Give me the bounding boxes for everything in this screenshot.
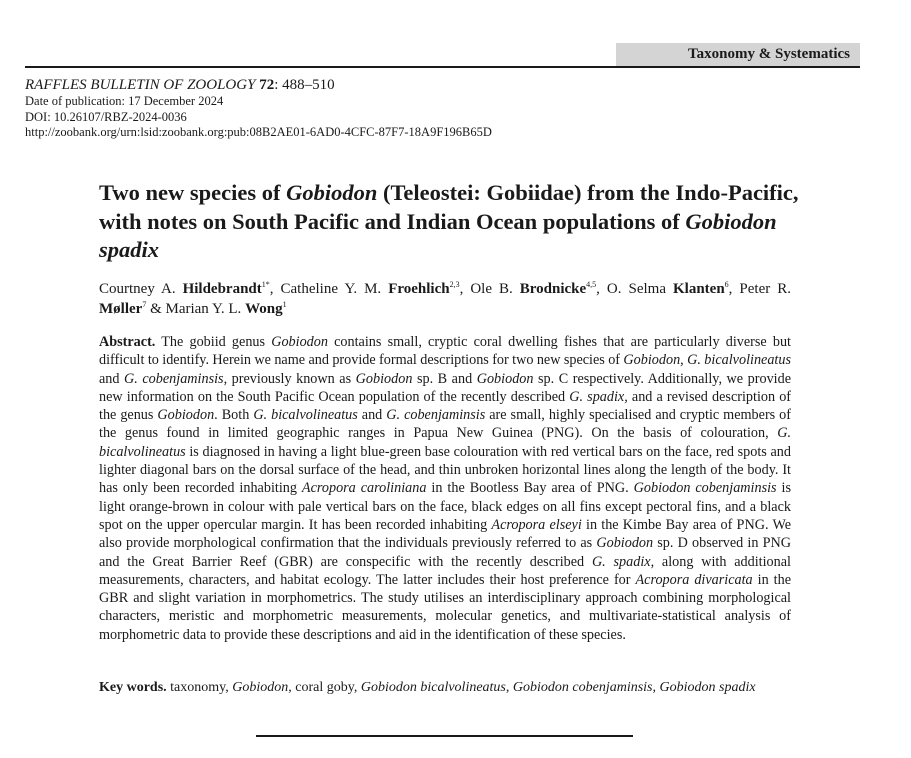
italic-term: Gobiodon	[157, 407, 215, 424]
text-segment: , coral goby,	[288, 680, 361, 695]
author-affiliation: 1	[282, 300, 287, 309]
italic-term: G. spadix	[591, 553, 651, 570]
italic-term: Gobiodon	[355, 370, 413, 387]
author-given-name: Marian Y. L.	[165, 301, 246, 317]
footnote-rule	[256, 735, 633, 737]
publication-date: Date of publication: 17 December 2024	[25, 94, 224, 108]
author-separator: ,	[459, 281, 471, 297]
italic-term: G. bicalvolineatus	[253, 407, 358, 424]
italic-term: Gobiodon	[271, 334, 328, 350]
text-segment: and a revised description of the genus	[99, 388, 792, 424]
journal-volume: 72	[259, 77, 275, 93]
italic-term: G. cobenjaminsis	[124, 370, 224, 387]
text-segment: The gobiid genus	[161, 334, 272, 350]
author-affiliation: 7	[142, 300, 147, 309]
author-separator: &	[146, 301, 166, 317]
article-title	[99, 179, 799, 265]
author	[607, 281, 729, 297]
author-surname: Wong	[245, 301, 283, 317]
author-surname: Froehlich	[388, 281, 450, 297]
title-text: Two new species of	[99, 180, 287, 205]
section-label: Taxonomy & Systematics	[616, 43, 860, 66]
italic-term: G. cobenjaminsis	[386, 407, 486, 424]
italic-term: Gobiodon	[476, 370, 534, 387]
keywords-label: Key words.	[99, 680, 167, 695]
author	[470, 281, 596, 297]
author-given-name: Catheline Y. M.	[280, 281, 389, 297]
italic-term: Gobiodon	[232, 680, 289, 695]
text-segment: ,	[680, 352, 688, 369]
author	[165, 301, 286, 317]
text-segment: , previously known as	[223, 370, 356, 387]
text-segment: sp. C respectively. Additionally, we provide new information on the South Pacific Ocean population of the recently described	[99, 370, 791, 405]
author	[99, 281, 270, 297]
italic-term: G. spadix,	[569, 388, 628, 405]
author	[281, 281, 460, 297]
author-given-name: Courtney A.	[99, 281, 183, 297]
journal-citation	[25, 76, 492, 94]
italic-term: Acropora elseyi	[491, 516, 582, 533]
text-segment: in the Bootless Bay area of PNG.	[426, 480, 634, 497]
title-species: Gobiodon spadix	[99, 208, 777, 262]
author-given-name: Peter R.	[739, 281, 791, 297]
italic-term: Gobiodon spadix	[659, 680, 756, 695]
keywords	[99, 679, 819, 697]
italic-term: Gobiodon	[596, 535, 654, 552]
zoobank-link[interactable]: http://zoobank.org/urn:lsid:zoobank.org:pub:08B2AE01-6AD0-4CFC-87F7-18A9F196B65D	[25, 125, 492, 139]
title-genus: Gobiodon	[286, 180, 378, 205]
italic-term: G. bicalvolineatus	[99, 425, 791, 460]
text-segment: , along with additional measurements, characters, and habitat ecology. The latter includes their host preference for	[99, 553, 791, 588]
text-segment: ,	[505, 680, 513, 695]
text-segment: and	[357, 407, 387, 424]
title-text: (Teleostei: Gobiidae) from the Indo-Pacific, with notes on South Pacific and Indian Ocean populations of	[99, 180, 799, 234]
text-segment: in the GBR and slight variation in morphometrics. The study utilises an interdisciplinary approach combining morphological characters, meristic and morphometric measurements, molecular genetics, and multivariate-statistical analysis of morphometric data to provide these descriptions and aid in the identification of these species.	[99, 571, 791, 643]
text-segment: taxonomy,	[170, 680, 233, 695]
italic-term: Acropora caroliniana	[301, 480, 427, 497]
text-segment: in the Kimbe Bay area of PNG. We also provide morphological confirmation that the individuals previously referred to as	[99, 516, 791, 552]
author-separator: ,	[596, 281, 607, 297]
article-meta	[25, 76, 492, 141]
italic-term: G. bicalvolineatus	[687, 352, 791, 369]
header-rule	[25, 66, 860, 68]
abstract-label: Abstract.	[99, 334, 156, 350]
author-given-name: O. Selma	[606, 281, 673, 297]
author-affiliation: 4,5	[586, 280, 597, 289]
author-separator: ,	[728, 281, 740, 297]
author-surname: Møller	[99, 301, 143, 317]
italic-term: Acropora divaricata	[635, 571, 753, 588]
text-segment: and	[99, 370, 125, 387]
author-separator: ,	[269, 281, 281, 297]
author-given-name: Ole B.	[470, 281, 520, 297]
author-surname: Klanten	[672, 281, 725, 297]
italic-term: Gobiodon cobenjaminsis	[512, 680, 653, 695]
text-segment: sp. D observed in PNG and the Great Barrier Reef (GBR) are conspecific with the recently described	[99, 535, 791, 570]
author-affiliation: 6	[724, 280, 729, 289]
author-affiliation: 1*	[261, 280, 270, 289]
italic-term: Gobiodon bicalvolineatus	[360, 680, 506, 695]
doi[interactable]: DOI: 10.26107/RBZ-2024-0036	[25, 109, 187, 124]
text-segment: are small, highly specialised and cryptic members of the genus found in limited geographic ranges in Papua New Guinea (PNG). On the basis of colouration,	[99, 407, 791, 442]
author-surname: Brodnicke	[519, 281, 587, 297]
text-segment: ,	[652, 680, 660, 695]
text-segment: contains small, cryptic coral dwelling fishes that are particularly diverse but difficult to identify. Herein we name and provide formal descriptions for two new species of	[99, 334, 791, 369]
author-affiliation: 2,3	[449, 280, 460, 289]
text-segment: is light orange-brown in colour with pale vertical bars on the face, black edges on all fins except pectoral fins, and a black spot on the upper opercular margin. It has been recorded inhabiting	[99, 480, 791, 533]
text-segment: . Both	[214, 407, 254, 424]
author-list	[99, 279, 791, 319]
text-segment: sp. B and	[412, 370, 477, 387]
italic-term: Gobiodon cobenjaminsis	[633, 480, 777, 497]
author-surname: Hildebrandt	[182, 281, 262, 297]
abstract	[99, 333, 791, 644]
italic-term: Gobiodon	[623, 352, 681, 369]
journal-name: RAFFLES BULLETIN OF ZOOLOGY	[25, 77, 256, 93]
journal-pages: : 488–510	[274, 77, 335, 93]
text-segment: is diagnosed in having a light blue-green base colouration with red vertical bars on the face, red spots and lighter diagonal bars on the dorsal surface of the head, and thin unbroken horizontal lines along the length of the body. It has only been recorded inhabiting	[99, 443, 791, 497]
